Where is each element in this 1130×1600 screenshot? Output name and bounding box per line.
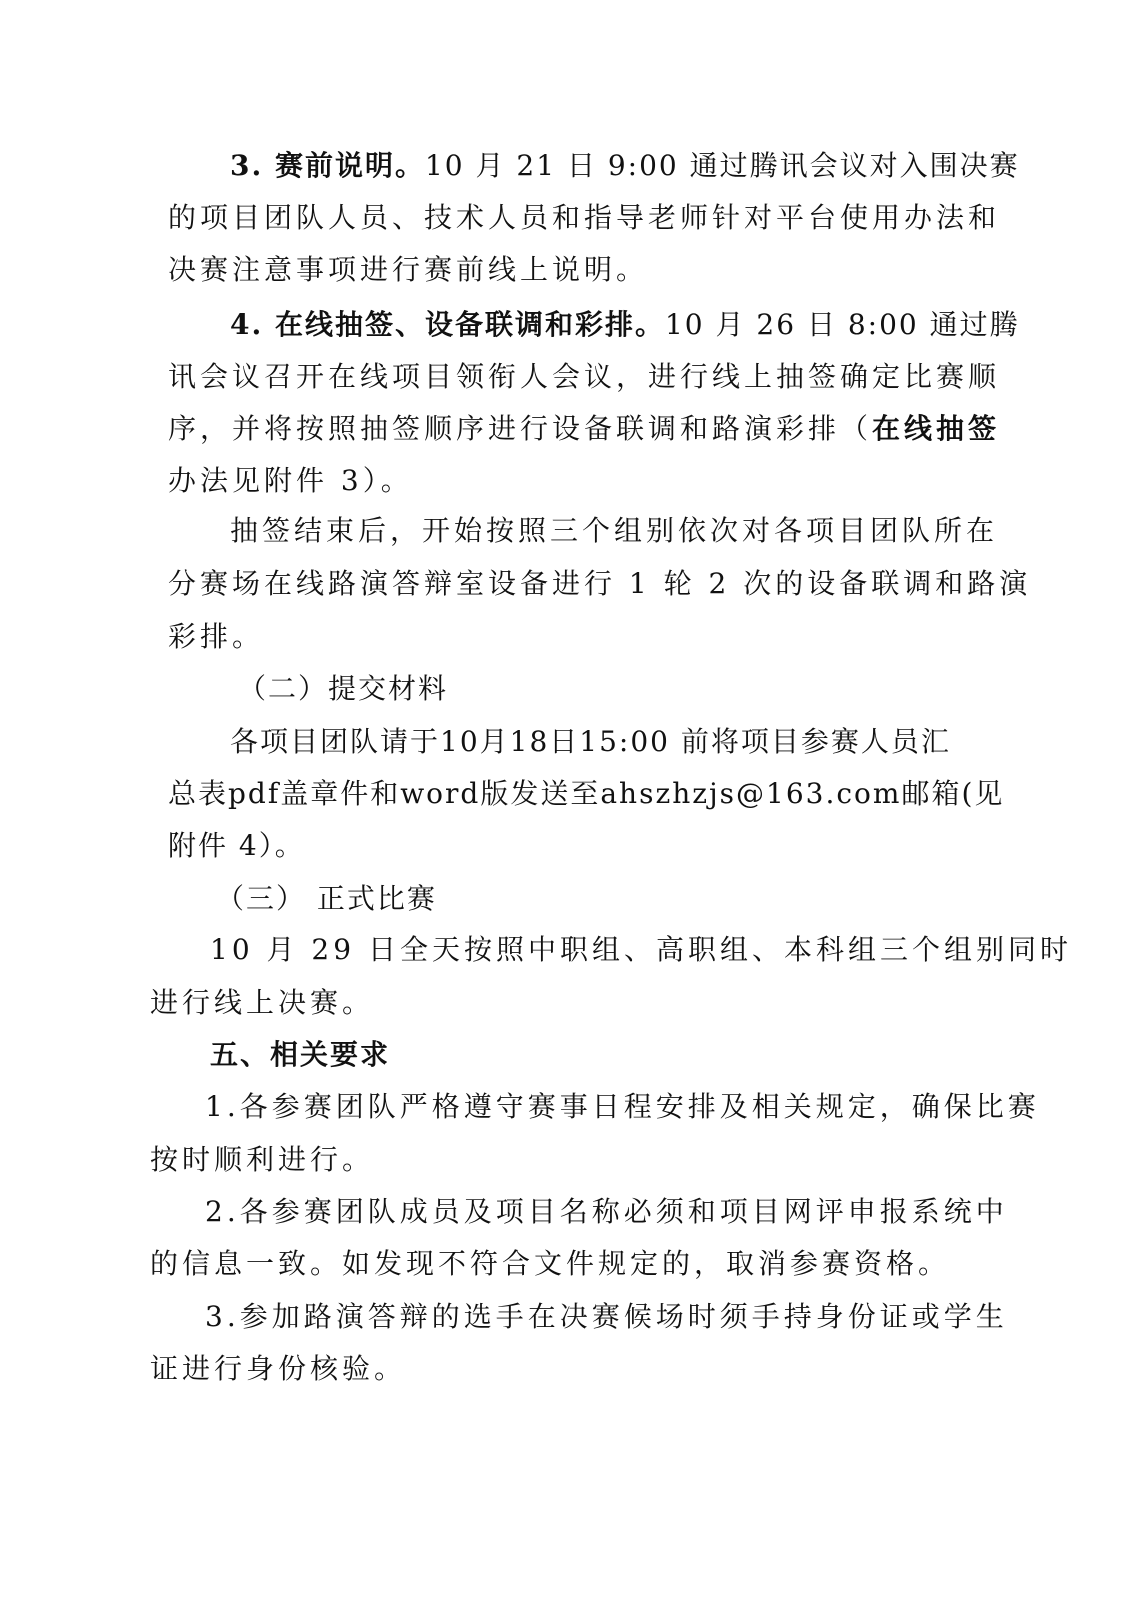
section4-text: 10 月 26 日 8:00 通过腾 <box>664 308 1020 341</box>
section4-line3-text: 序，并将按照抽签顺序进行设备联调和路演彩排（ <box>168 412 873 445</box>
section4-line1 <box>230 307 1020 343</box>
requirement-2-line2: 的信息一致。如发现不符合文件规定的，取消参赛资格。 <box>150 1247 951 1280</box>
formal-line2: 进行线上决赛。 <box>150 986 375 1019</box>
draw-after-line1: 抽签结束后，开始按照三个组别依次对各项目团队所在 <box>230 514 999 547</box>
requirement-2-line1: 2.各参赛团队成员及项目名称必须和项目网评申报系统中 <box>205 1195 1008 1228</box>
section3-text: 10 月 21 日 9:00 通过腾讯会议对入围决赛 <box>424 149 1020 182</box>
section4-line3 <box>168 411 1000 447</box>
section3-line2: 的项目团队人员、技术人员和指导老师针对平台使用办法和 <box>168 201 1001 234</box>
section4-label: 4. 在线抽签、设备联调和彩排。 <box>230 308 665 341</box>
section4-line3-bold: 在线抽签 <box>872 412 1001 445</box>
materials-line2: 总表pdf盖章件和word版发送至ahszhzjs@163.com邮箱(见 <box>168 777 1005 810</box>
requirements-heading: 五、相关要求 <box>210 1038 391 1071</box>
formal-line1: 10 月 29 日全天按照中职组、高职组、本科组三个组别同时 <box>210 933 1072 966</box>
draw-after-line2: 分赛场在线路演答辩室设备进行 1 轮 2 次的设备联调和路演 <box>168 567 1032 600</box>
requirement-1-line2: 按时顺利进行。 <box>150 1143 375 1176</box>
formal-heading: （三） 正式比赛 <box>216 882 437 915</box>
requirement-1-line1: 1.各参赛团队严格遵守赛事日程安排及相关规定，确保比赛 <box>205 1090 1040 1123</box>
requirement-3-line1: 3.参加路演答辩的选手在决赛候场时须手持身份证或学生 <box>205 1300 1008 1333</box>
requirement-3-line2: 证进行身份核验。 <box>150 1352 407 1385</box>
section4-line2: 讯会议召开在线项目领衔人会议，进行线上抽签确定比赛顺 <box>168 360 1001 393</box>
draw-after-line3: 彩排。 <box>168 620 265 653</box>
section3-line3: 决赛注意事项进行赛前线上说明。 <box>168 253 649 286</box>
materials-heading: （二）提交材料 <box>238 672 449 705</box>
section4-line4: 办法见附件 3）。 <box>168 464 413 497</box>
materials-line3: 附件 4）。 <box>168 829 305 862</box>
materials-line1: 各项目团队请于10月18日15:00 前将项目参赛人员汇 <box>230 725 951 758</box>
section3-line1 <box>230 148 1020 184</box>
section3-label: 3. 赛前说明。 <box>230 149 425 182</box>
